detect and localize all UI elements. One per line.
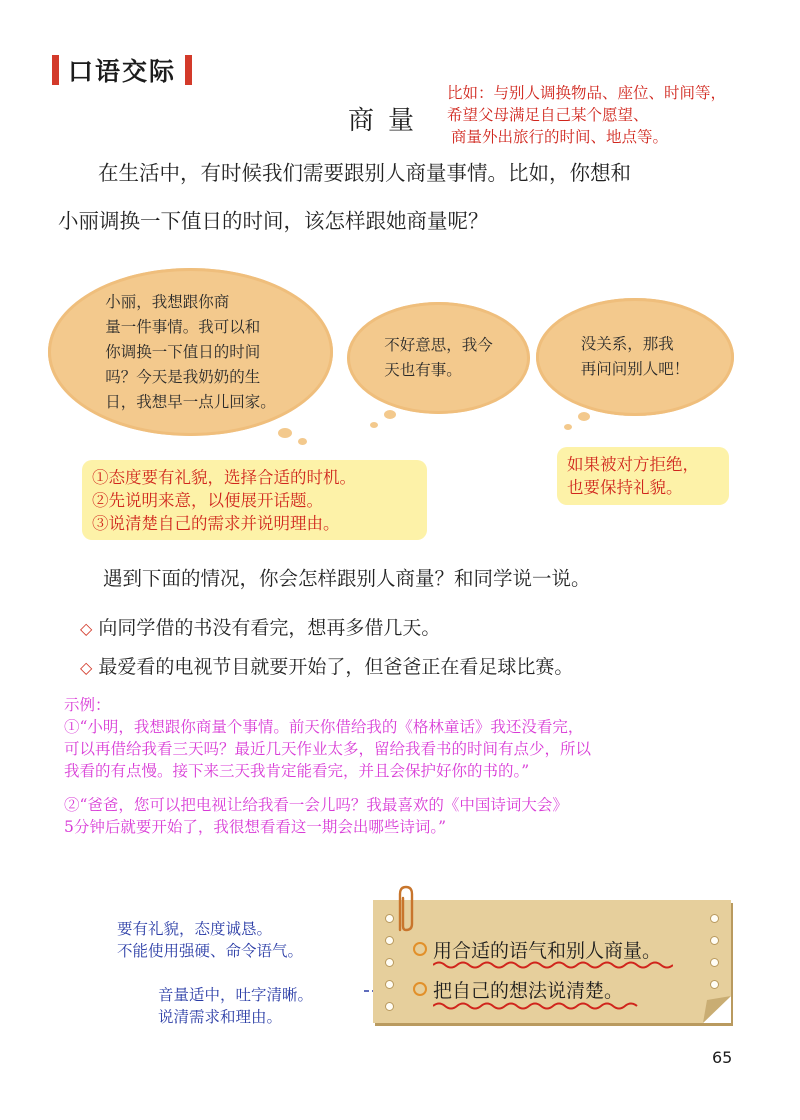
diamond-icon: ◇ <box>80 658 93 677</box>
situation-text: 最爱看的电视节目就要开始了，但爸爸正在看足球比赛。 <box>98 656 574 678</box>
intro-line-2: 小丽调换一下值日的时间，该怎样跟她商量呢？ <box>58 209 489 233</box>
lesson-title: 商量 <box>348 106 429 136</box>
circle-bullet-icon <box>413 982 427 996</box>
bubble-tail-dot <box>370 422 378 428</box>
speech-bubble-3 <box>536 298 734 416</box>
card-hole <box>385 1002 394 1011</box>
card-item-2 <box>413 976 623 1003</box>
situation-text: 向同学借的书没有看完，想再多借几天。 <box>98 617 441 639</box>
card-item-text: 用合适的语气和别人商量。 <box>433 940 662 962</box>
section-header <box>52 52 192 88</box>
card-hole <box>710 980 719 989</box>
section-bar-left <box>52 55 59 85</box>
card-hole <box>385 958 394 967</box>
card-hole <box>710 914 719 923</box>
section-heading: 口语交际 <box>68 57 177 86</box>
situation-item-1 <box>80 613 440 640</box>
summary-card <box>373 900 731 1023</box>
intro-line-1: 在生活中，有时候我们需要跟别人商量事情。比如，你想和 <box>98 161 631 185</box>
bubble-tail-dot <box>278 428 292 438</box>
tips-box-left: ①态度要有礼貌，选择合适的时机。 ②先说明来意，以便展开话题。 ③说清楚自己的需求并说明理由。 <box>82 460 427 540</box>
top-note-line: 希望父母满足自己某个愿望、 <box>447 106 649 124</box>
card-hole <box>385 980 394 989</box>
bubble-tail-dot <box>564 424 572 430</box>
bubble-2-text: 不好意思，我今 天也有事。 <box>384 336 493 379</box>
wavy-underline <box>433 960 673 970</box>
task-prompt: 遇到下面的情况，你会怎样跟别人商量？和同学说一说。 <box>103 567 591 590</box>
example-1: ①“小明，我想跟你商量个事情。前天你借给我的《格林童话》我还没看完， 可以再借给我看三天吗？最近几天作业太多，留给我看书的时间有点少，所以 我看的有点慢。接下来三天我肯定能看完，并且会保护好你的书的。” <box>64 718 592 780</box>
example-2: ②“爸爸，您可以把电视让给我看一会儿吗？我最喜欢的《中国诗词大会》 5分钟后就要开始了，我很想看看这一期会出哪些诗词。” <box>64 796 568 836</box>
side-note-1: 要有礼貌，态度诚恳。 不能使用强硬、命令语气。 <box>117 920 304 960</box>
tips-box-right: 如果被对方拒绝， 也要保持礼貌。 <box>557 447 729 505</box>
card-item-1 <box>413 936 661 963</box>
card-hole <box>385 936 394 945</box>
bubble-1-text: 小丽，我想跟你商 量一件事情。我可以和 你调换一下值日的时间 吗？今天是我奶奶的生 日，我想早一点儿回家。 <box>105 292 276 411</box>
section-bar-right <box>185 55 192 85</box>
bubble-tail-dot <box>298 438 307 445</box>
card-hole <box>710 936 719 945</box>
top-note <box>447 82 726 148</box>
speech-bubble-1 <box>48 268 333 436</box>
paperclip-icon <box>392 884 418 934</box>
card-hole <box>710 958 719 967</box>
wavy-underline <box>433 1001 643 1011</box>
diamond-icon: ◇ <box>80 619 93 638</box>
circle-bullet-icon <box>413 942 427 956</box>
card-item-text: 把自己的想法说清楚。 <box>433 980 624 1002</box>
folded-corner <box>703 996 731 1023</box>
bubble-tail-dot <box>384 410 396 419</box>
speech-bubble-2 <box>347 302 530 414</box>
bubble-3-text: 没关系，那我 再问问别人吧！ <box>580 335 690 378</box>
bubble-tail-dot <box>578 412 590 421</box>
situation-item-2 <box>80 652 573 679</box>
examples-label: 示例： <box>64 696 111 714</box>
top-note-line: 商量外出旅行的时间、地点等。 <box>451 128 669 146</box>
page-number: 65 <box>712 1048 733 1067</box>
side-note-2: 音量适中，吐字清晰。 说清需求和理由。 <box>158 986 314 1026</box>
top-note-line: 比如：与别人调换物品、座位、时间等， <box>447 84 727 102</box>
